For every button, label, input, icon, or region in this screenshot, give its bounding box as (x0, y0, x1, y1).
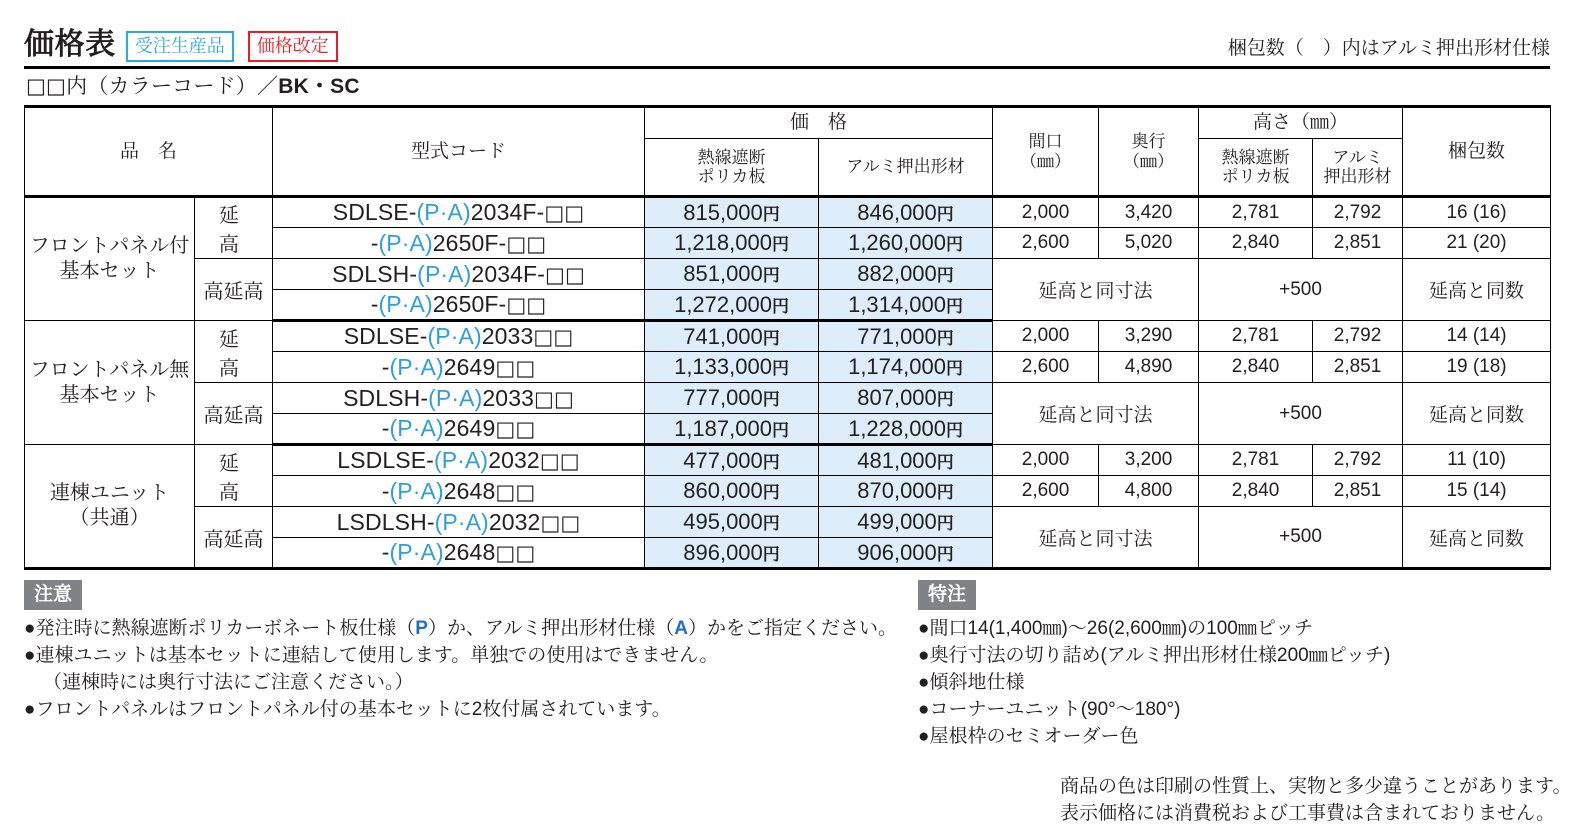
special-order-item: ●間口14(1,400㎜)〜26(2,600㎜)の100㎜ピッチ (918, 618, 1314, 639)
cell-packs: 14 (14) (1403, 321, 1551, 352)
cell-depth: 5,020 (1099, 228, 1199, 259)
table-head (25, 107, 1551, 197)
special-order-item: ●コーナーユニット(90°〜180°) (918, 698, 1181, 720)
cell-model-code: SDLSH-(P·A)2034F-□□ (273, 259, 645, 290)
caution-item: （連棟時には奥行寸法にご注意ください。） (43, 671, 414, 693)
cell-packs: 16 (16) (1403, 197, 1551, 228)
disclaimer-line-2: 表示価格には消費税および工事費は含まれておりません。 (1060, 803, 1556, 825)
cell-price-alumi: 807,000円 (819, 383, 993, 414)
cell-width: 2,000 (993, 197, 1099, 228)
cell-price-poly: 815,000円 (645, 197, 819, 228)
cell-packs: 19 (18) (1403, 352, 1551, 383)
col-header-height-alumi: アルミ 押出形材 (1313, 139, 1403, 197)
cell-height-poly: 2,781 (1199, 321, 1313, 352)
cell-height-plus: +500 (1199, 507, 1403, 569)
cell-model-code: LSDLSE-(P·A)2032□□ (273, 445, 645, 476)
cell-price-alumi: 771,000円 (819, 321, 993, 352)
cell-height-poly: 2,840 (1199, 352, 1313, 383)
cell-model-code: -(P·A)2649□□ (273, 414, 645, 445)
cell-price-alumi: 1,260,000円 (819, 228, 993, 259)
cell-depth: 3,200 (1099, 445, 1199, 476)
cell-height-plus: +500 (1199, 259, 1403, 321)
table-row (25, 507, 1551, 538)
cell-price-alumi: 1,228,000円 (819, 414, 993, 445)
cell-packs: 21 (20) (1403, 228, 1551, 259)
cell-height-type: 高延高 (195, 259, 273, 321)
cell-price-alumi: 481,000円 (819, 445, 993, 476)
special-order-item: ●屋根枠のセミオーダー色 (918, 725, 1139, 747)
cell-price-poly: 495,000円 (645, 507, 819, 538)
cell-product-name: フロントパネル付 基本セット (25, 197, 195, 321)
footer-notes (24, 580, 1572, 828)
cell-height-type: 延 高 (195, 197, 273, 259)
cell-price-poly: 777,000円 (645, 383, 819, 414)
cell-price-poly: 896,000円 (645, 538, 819, 569)
cell-dimensions-same: 延高と同寸法 (993, 383, 1199, 445)
cell-model-code: -(P·A)2650F-□□ (273, 228, 645, 259)
caution-item: ●フロントパネルはフロントパネル付の基本セットに2枚付属されています。 (24, 698, 671, 720)
cell-width: 2,600 (993, 476, 1099, 507)
cell-product-name: 連棟ユニット （共通） (25, 445, 195, 569)
cell-price-alumi: 870,000円 (819, 476, 993, 507)
col-header-height-poly: 熱線遮断 ポリカ板 (1199, 139, 1313, 197)
cell-depth: 4,800 (1099, 476, 1199, 507)
cell-packs-same: 延高と同数 (1403, 259, 1551, 321)
badge-price-revision: 価格改定 (248, 31, 338, 62)
cell-model-code: SDLSH-(P·A)2033□□ (273, 383, 645, 414)
cell-price-poly: 1,133,000円 (645, 352, 819, 383)
cell-packs: 15 (14) (1403, 476, 1551, 507)
special-order-list (918, 616, 1550, 751)
cell-price-poly: 1,187,000円 (645, 414, 819, 445)
cell-height-poly: 2,781 (1199, 445, 1313, 476)
col-header-price-poly: 熱線遮断 ポリカ板 (645, 139, 819, 197)
col-header-depth: 奥行 （㎜） (1099, 107, 1199, 197)
cell-height-alumi: 2,792 (1313, 197, 1403, 228)
cell-packs: 11 (10) (1403, 445, 1551, 476)
special-order-section (904, 580, 1572, 828)
table-row (25, 259, 1551, 290)
col-header-packs: 梱包数 (1403, 107, 1551, 197)
cell-model-code: LSDLSH-(P·A)2032□□ (273, 507, 645, 538)
cell-price-alumi: 1,174,000円 (819, 352, 993, 383)
caution-item: ●連棟ユニットは基本セットに連結して使用します。単独での使用はできません。 (24, 644, 719, 666)
cell-height-poly: 2,840 (1199, 228, 1313, 259)
col-header-code: 型式コード (273, 107, 645, 197)
cell-depth: 4,890 (1099, 352, 1199, 383)
table-row (25, 445, 1551, 476)
color-code-box-glyphs: □□ (26, 74, 67, 98)
cell-dimensions-same: 延高と同寸法 (993, 507, 1199, 569)
caution-tag: 注意 (24, 580, 82, 610)
cell-height-type: 延 高 (195, 321, 273, 383)
special-order-item: ●傾斜地仕様 (918, 671, 1025, 693)
cell-height-alumi: 2,851 (1313, 228, 1403, 259)
col-header-price-alumi: アルミ押出形材 (819, 139, 993, 197)
cell-height-poly: 2,781 (1199, 197, 1313, 228)
cell-width: 2,000 (993, 321, 1099, 352)
cell-price-poly: 1,218,000円 (645, 228, 819, 259)
cell-price-alumi: 846,000円 (819, 197, 993, 228)
table-row (25, 383, 1551, 414)
price-table (24, 105, 1551, 570)
cell-height-plus: +500 (1199, 383, 1403, 445)
caution-item: ●発注時に熱線遮断ポリカーボネート板仕様（P）か、アルミ押出形材仕様（A）かをご指定ください。 (24, 618, 897, 639)
color-code-values: BK・SC (278, 75, 360, 98)
cell-price-alumi: 882,000円 (819, 259, 993, 290)
cell-price-alumi: 499,000円 (819, 507, 993, 538)
cell-depth: 3,420 (1099, 197, 1199, 228)
cell-model-code: -(P·A)2649□□ (273, 352, 645, 383)
disclaimer (918, 773, 1572, 828)
cell-price-alumi: 1,314,000円 (819, 290, 993, 321)
cell-width: 2,600 (993, 352, 1099, 383)
caution-list (24, 616, 904, 724)
header-right-note: 梱包数（ ）内はアルミ押出形材仕様 (1227, 38, 1550, 59)
table-row (25, 197, 1551, 228)
page-title: 価格表 (24, 28, 116, 61)
col-header-name: 品 名 (25, 107, 273, 197)
disclaimer-line-1: 商品の色は印刷の性質上、実物と多少違うことがあります。 (1060, 775, 1572, 797)
cell-width: 2,000 (993, 445, 1099, 476)
page-header (24, 0, 1550, 62)
col-header-width: 間口 （㎜） (993, 107, 1099, 197)
cell-price-poly: 860,000円 (645, 476, 819, 507)
cell-height-alumi: 2,792 (1313, 445, 1403, 476)
col-header-price-group: 価 格 (645, 107, 993, 139)
cell-height-type: 延 高 (195, 445, 273, 507)
cell-height-alumi: 2,851 (1313, 352, 1403, 383)
color-code-label: 内（カラーコード）／ (66, 75, 279, 98)
cell-price-poly: 741,000円 (645, 321, 819, 352)
cell-price-poly: 477,000円 (645, 445, 819, 476)
cell-price-poly: 1,272,000円 (645, 290, 819, 321)
cell-packs-same: 延高と同数 (1403, 383, 1551, 445)
table-body (25, 197, 1551, 569)
cell-height-poly: 2,840 (1199, 476, 1313, 507)
cell-width: 2,600 (993, 228, 1099, 259)
cell-depth: 3,290 (1099, 321, 1199, 352)
cell-packs-same: 延高と同数 (1403, 507, 1551, 569)
cell-product-name: フロントパネル無 基本セット (25, 321, 195, 445)
badge-made-to-order: 受注生産品 (126, 31, 234, 62)
cell-price-alumi: 906,000円 (819, 538, 993, 569)
cell-height-type: 高延高 (195, 383, 273, 445)
cell-model-code: -(P·A)2648□□ (273, 538, 645, 569)
table-row (25, 321, 1551, 352)
cell-height-alumi: 2,851 (1313, 476, 1403, 507)
cell-model-code: -(P·A)2648□□ (273, 476, 645, 507)
cell-height-type: 高延高 (195, 507, 273, 569)
cell-dimensions-same: 延高と同寸法 (993, 259, 1199, 321)
special-order-tag: 特注 (918, 580, 976, 610)
cell-model-code: -(P·A)2650F-□□ (273, 290, 645, 321)
caution-section (24, 580, 904, 828)
color-code-subtitle (24, 69, 1550, 105)
cell-price-poly: 851,000円 (645, 259, 819, 290)
col-header-height-group: 高さ（㎜） (1199, 107, 1403, 139)
cell-model-code: SDLSE-(P·A)2034F-□□ (273, 197, 645, 228)
special-order-item: ●奥行寸法の切り詰め(アルミ押出形材仕様200㎜ピッチ) (918, 644, 1391, 666)
cell-model-code: SDLSE-(P·A)2033□□ (273, 321, 645, 352)
cell-height-alumi: 2,792 (1313, 321, 1403, 352)
